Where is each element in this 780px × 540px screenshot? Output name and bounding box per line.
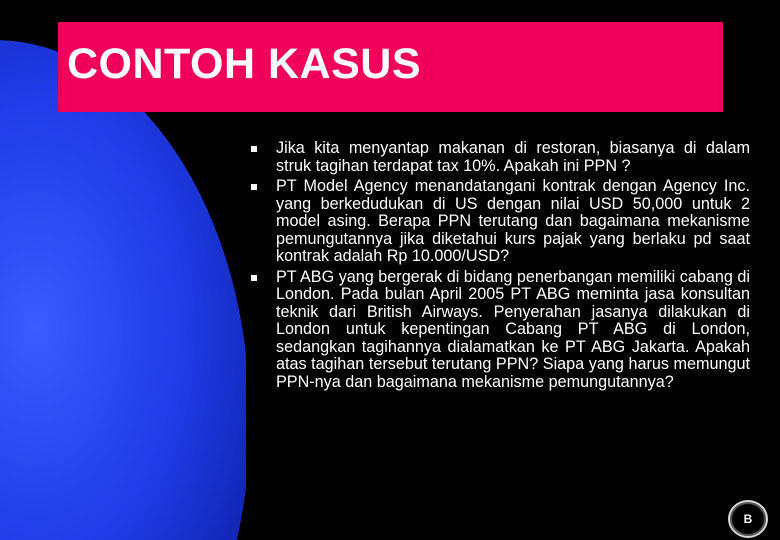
bullet-item: [256, 178, 750, 266]
slide-title: CONTOH KASUS: [67, 40, 422, 88]
bullet-square-icon: [251, 275, 257, 281]
bullet-square-icon: [251, 146, 257, 152]
nav-button[interactable]: [728, 500, 768, 538]
bullet-item: [256, 269, 750, 392]
bullet-square-icon: [251, 184, 257, 190]
nav-button-label: B: [743, 512, 753, 526]
bullet-item: [256, 140, 750, 175]
bullet-text: PT Model Agency menandatangani kontrak dengan Agency Inc. yang berkedudukan di US dengan nilai USD 50,000 untuk 2 model asing. Berapa PPN terutang dan bagaimana mekanisme pemungutannya jika diketahui kurs pajak yang berlaku pd saat kontrak adalah Rp 10.000/USD?: [276, 177, 750, 265]
bullet-list: [256, 140, 750, 391]
blue-swoosh-decoration: [0, 40, 250, 540]
bullet-text: Jika kita menyantap makanan di restoran, biasanya di dalam struk tagihan terdapat tax 10%. Apakah ini PPN ?: [276, 139, 750, 175]
bullet-text: PT ABG yang bergerak di bidang penerbangan memiliki cabang di London. Pada bulan April 2005 PT ABG meminta jasa konsultan teknik dari British Airways. Penyerahan jasanya dilakukan di London untuk kepentingan Cabang PT ABG di London, sedangkan tagihannya dialamatkan ke PT ABG Jakarta. Apakah atas tagihan tersebut terutang PPN? Siapa yang harus memungut PPN-nya dan bagaimana mekanisme pemungutannya?: [276, 267, 750, 391]
